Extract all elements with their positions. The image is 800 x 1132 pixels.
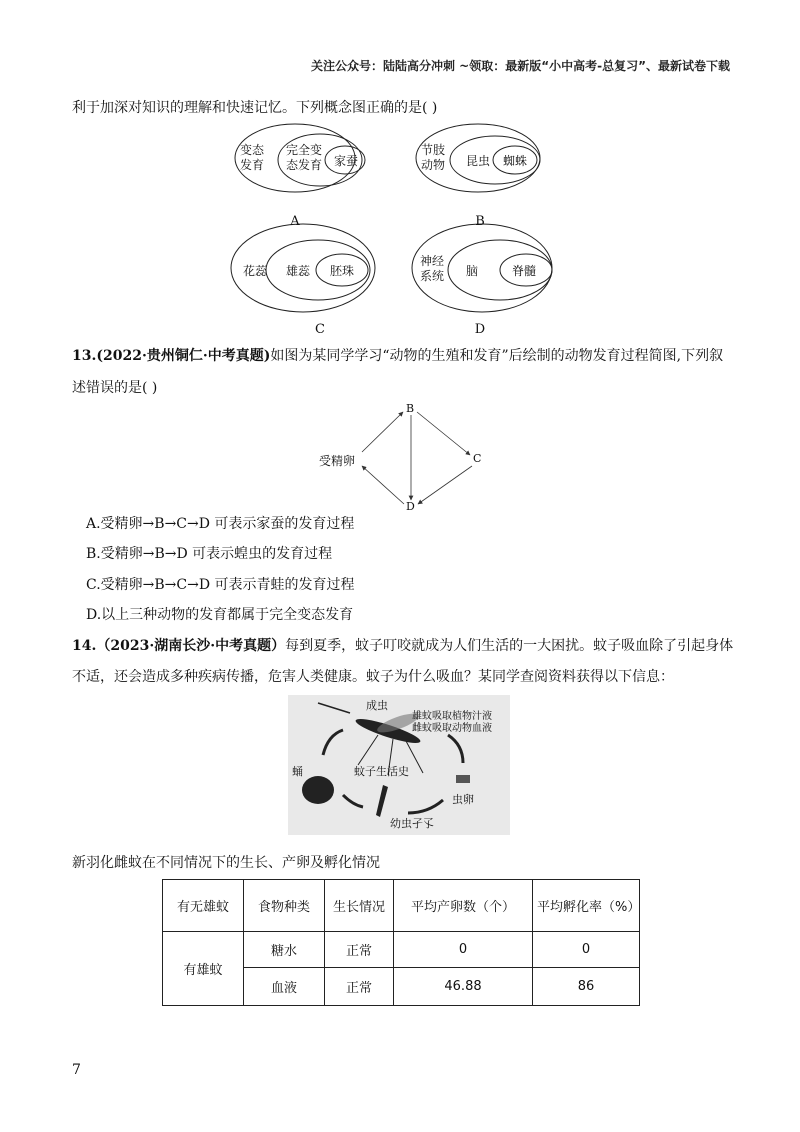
diagram-b-outer: 节肢 动物 (421, 143, 446, 172)
mosquito-life-cycle-figure (288, 695, 510, 835)
label-larva: 幼虫孑孓 (390, 817, 434, 830)
cycle-arrow-3 (408, 800, 443, 813)
td-eggs: 46.88 (394, 968, 533, 1006)
q13-option-c: C.受精卵→B→C→D 可表示青蛙的发育过程 (86, 577, 355, 593)
node-c: C (473, 452, 482, 465)
diagram-c-outer: 花蕊 (243, 264, 268, 278)
td-hatch: 86 (533, 968, 640, 1006)
label-note2: 雌蚊吸取动物血液 (412, 723, 492, 734)
table-header-row (163, 880, 640, 932)
q14-stem2: 不适，还会造成多种疾病传播，危害人类健康。蚊子为什么吸血？某同学查阅资料获得以下信息： (72, 669, 674, 685)
td-eggs: 0 (394, 932, 533, 968)
label-adult: 成虫 (366, 699, 388, 712)
label-egg: 虫卵 (452, 793, 474, 806)
q14-stem1: 每到夏季，蚊子叮咬就成为人们生活的一大困扰。蚊子吸血除了引起身体 (285, 638, 734, 654)
th-hatch: 平均孵化率（%） (533, 880, 640, 932)
td-group: 有雄蚊 (163, 932, 244, 1006)
diagram-c-caption: C (315, 322, 325, 337)
q12-intro: 利于加深对知识的理解和快速记忆。下列概念图正确的是( ) (72, 100, 438, 116)
node-b: B (406, 402, 415, 415)
pupa-icon (302, 776, 334, 804)
cycle-arrow-1 (323, 730, 343, 755)
diagram-a-outer: 变态 发育 (240, 143, 265, 172)
label-center: 蚊子生活史 (354, 765, 409, 778)
label-note1: 雄蚊吸取植物汁液 (412, 711, 492, 722)
cycle-arrow-2 (448, 735, 463, 763)
diagram-a-caption: A (290, 214, 300, 229)
diagram-a-inner: 家蚕 (334, 154, 359, 168)
diagram-a-mid: 完全变 态发育 (286, 143, 323, 172)
node-start: 受精卵 (319, 454, 356, 468)
cycle-arrow-4 (343, 795, 363, 807)
label-pupa: 蛹 (292, 765, 303, 778)
diagram-d-caption: D (474, 322, 486, 337)
q13-option-a: A.受精卵→B→C→D 可表示家蚕的发育过程 (86, 516, 355, 532)
q13-stem1: 如图为某同学学习“动物的生殖和发育”后绘制的动物发育过程简图,下列叙 (270, 348, 724, 364)
td-growth: 正常 (325, 968, 394, 1006)
larva-icon (376, 785, 388, 817)
td-growth: 正常 (325, 932, 394, 968)
diagram-b-inner: 蜘蛛 (503, 154, 528, 168)
table-row (163, 932, 640, 968)
egg-icon (456, 775, 470, 783)
concept-diagrams (0, 120, 800, 350)
td-food: 糖水 (244, 932, 325, 968)
th-food: 食物种类 (244, 880, 325, 932)
q13-source: 13.(2022·贵州铜仁·中考真题) (72, 348, 271, 364)
page-header: 关注公众号：陆陆高分冲刺 ~领取：最新版“小中高考-总复习”、最新试卷下载 (311, 59, 730, 73)
arrow-b-c (417, 412, 470, 455)
diagram-d-inner: 脊髓 (512, 264, 537, 278)
egg-laying-table (162, 879, 640, 1006)
arrow-d-start (362, 466, 404, 504)
th-growth: 生长情况 (325, 880, 394, 932)
diagram-c-inner: 胚珠 (330, 264, 355, 278)
diagram-b-caption: B (475, 214, 485, 229)
node-d: D (406, 500, 415, 513)
diagram-d-mid: 脑 (466, 264, 479, 278)
q14-line1 (72, 636, 733, 656)
th-eggs: 平均产卵数（个） (394, 880, 533, 932)
td-food: 血液 (244, 968, 325, 1006)
diagram-c-mid: 雄蕊 (286, 264, 311, 278)
q13-option-d: D.以上三种动物的发育都属于完全变态发育 (86, 607, 354, 623)
q13-stem2: 述错误的是( ) (72, 380, 158, 396)
table-caption: 新羽化雌蚊在不同情况下的生长、产卵及孵化情况 (72, 855, 380, 871)
arrow-c-d (418, 466, 472, 504)
diagram-b-mid: 昆虫 (466, 154, 491, 168)
diagram-d-outer: 神经 系统 (420, 254, 445, 283)
td-hatch: 0 (533, 932, 640, 968)
arrow-start-b (362, 412, 403, 452)
page-number: 7 (72, 1062, 81, 1078)
th-male: 有无雄蚊 (163, 880, 244, 932)
q13-line1 (72, 346, 723, 366)
q13-option-b: B.受精卵→B→D 可表示蝗虫的发育过程 (86, 546, 333, 562)
q14-source: 14.（2023·湖南长沙·中考真题） (72, 638, 286, 654)
